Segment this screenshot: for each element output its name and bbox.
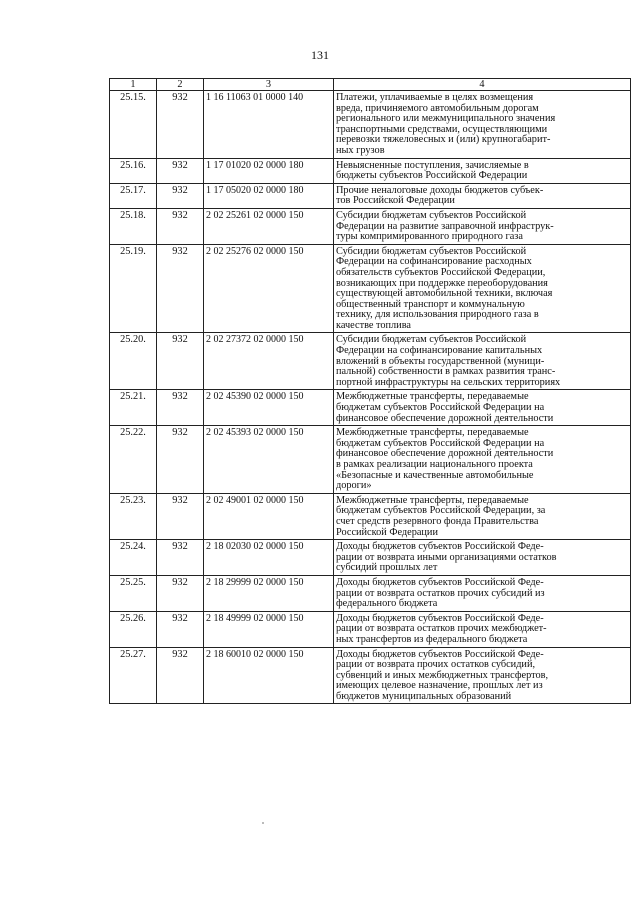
- revenue-name-line: Федерации на софинансирование расходных: [336, 256, 532, 268]
- row-number-cell: 25.23.: [110, 493, 157, 539]
- table-row: [110, 540, 631, 576]
- table-row: [110, 390, 631, 426]
- revenue-name-cell: [334, 208, 631, 244]
- revenue-name-line: ных трансфертов из федерального бюджета: [336, 633, 528, 645]
- table-header-row: [110, 79, 631, 91]
- revenue-name-line: Субсидии бюджетам субъектов Российской: [336, 209, 527, 221]
- administrator-code-cell: 932: [157, 390, 204, 426]
- revenue-name-line: Федерации на софинансирование капитальных: [336, 345, 543, 357]
- revenue-name-line: обязательств субъектов Российской Федерации,: [336, 266, 546, 278]
- revenue-name-line: Невыясненные поступления, зачисляемые в: [336, 159, 529, 171]
- table-row: [110, 575, 631, 611]
- revenue-name-line: Межбюджетные трансферты, передаваемые: [336, 494, 529, 506]
- budget-code-cell: 2 02 27372 02 0000 150: [204, 333, 334, 390]
- revenue-name-cell: [334, 91, 631, 159]
- table-row: [110, 611, 631, 647]
- row-number-cell: 25.25.: [110, 575, 157, 611]
- table-row: [110, 183, 631, 208]
- column-header-number: 1: [110, 79, 157, 91]
- budget-code-cell: 1 17 05020 02 0000 180: [204, 183, 334, 208]
- row-number-cell: 25.16.: [110, 158, 157, 183]
- row-number-cell: 25.21.: [110, 390, 157, 426]
- revenue-name-line: Прочие неналоговые доходы бюджетов субъек-: [336, 184, 544, 196]
- revenue-name-line: бюджетов муниципальных образований: [336, 690, 512, 702]
- revenue-name-line: Субсидии бюджетам субъектов Российской: [336, 334, 527, 346]
- revenue-name-line: Российской Федерации: [336, 526, 438, 538]
- revenue-name-cell: [334, 158, 631, 183]
- revenue-name-line: тов Российской Федерации: [336, 195, 455, 207]
- revenue-name-line: технику, для использования природного газа в: [336, 309, 539, 321]
- revenue-name-line: рации от возврата прочих остатков субсидий,: [336, 659, 536, 671]
- budget-code-cell: 2 02 25261 02 0000 150: [204, 208, 334, 244]
- administrator-code-cell: 932: [157, 208, 204, 244]
- revenue-name-cell: [334, 611, 631, 647]
- table-row: [110, 333, 631, 390]
- revenue-name-line: Межбюджетные трансферты, передаваемые: [336, 427, 529, 439]
- budget-code-cell: 2 18 02030 02 0000 150: [204, 540, 334, 576]
- budget-code-cell: 2 02 45390 02 0000 150: [204, 390, 334, 426]
- administrator-code-cell: 932: [157, 426, 204, 494]
- revenue-name-line: Доходы бюджетов субъектов Российской Феде-: [336, 576, 544, 588]
- budget-code-cell: 2 18 29999 02 0000 150: [204, 575, 334, 611]
- revenue-name-line: бюджетам субъектов Российской Федерации на: [336, 437, 545, 449]
- revenue-name-line: Доходы бюджетов субъектов Российской Феде-: [336, 541, 544, 553]
- row-number-cell: 25.26.: [110, 611, 157, 647]
- revenue-name-line: субвенций и иных межбюджетных трансфертов,: [336, 669, 549, 681]
- row-number-cell: 25.17.: [110, 183, 157, 208]
- revenue-name-line: дороги»: [336, 480, 372, 492]
- row-number-cell: 25.15.: [110, 91, 157, 159]
- revenue-name-line: Федерации на развитие заправочной инфраструк-: [336, 220, 554, 232]
- revenue-name-cell: [334, 390, 631, 426]
- revenue-name-line: имеющих целевое назначение, прошлых лет из: [336, 680, 543, 692]
- budget-code-cell: 2 02 49001 02 0000 150: [204, 493, 334, 539]
- revenue-name-line: в рамках реализации национального проекта: [336, 459, 533, 470]
- administrator-code-cell: 932: [157, 575, 204, 611]
- budget-code-cell: 1 17 01020 02 0000 180: [204, 158, 334, 183]
- revenue-name-line: субсидий прошлых лет: [336, 562, 438, 574]
- budget-code-cell: 2 18 49999 02 0000 150: [204, 611, 334, 647]
- table-row: [110, 208, 631, 244]
- revenue-name-line: бюджеты субъектов Российской Федерации: [336, 170, 528, 182]
- column-header-administrator: 2: [157, 79, 204, 91]
- revenue-name-line: возникающих при поддержке переоборудования: [336, 277, 548, 289]
- revenue-name-line: туры компримированного природного газа: [336, 231, 523, 243]
- row-number-cell: 25.18.: [110, 208, 157, 244]
- revenue-name-line: вложений в объекты государственной (муници-: [336, 355, 545, 367]
- revenue-name-line: бюджетам субъектов Российской Федерации, за: [336, 505, 546, 517]
- table-row: [110, 158, 631, 183]
- revenue-name-line: вреда, причиняемого автомобильным дорогам: [336, 102, 539, 114]
- revenue-name-line: транспортными средствами, осуществляющими: [336, 123, 548, 135]
- row-number-cell: 25.27.: [110, 647, 157, 704]
- revenue-name-cell: [334, 183, 631, 208]
- budget-code-cell: 2 18 60010 02 0000 150: [204, 647, 334, 704]
- revenue-name-line: рации от возврата остатков прочих межбюджет-: [336, 623, 547, 635]
- column-header-code: 3: [204, 79, 334, 91]
- table-row: [110, 91, 631, 159]
- revenue-name-line: перевозки тяжеловесных и (или) крупногабарит-: [336, 134, 551, 146]
- column-header-name: 4: [334, 79, 631, 91]
- table-row: [110, 493, 631, 539]
- revenue-name-line: ных грузов: [336, 144, 385, 156]
- budget-classification-table: [109, 78, 631, 704]
- administrator-code-cell: 932: [157, 333, 204, 390]
- administrator-code-cell: 932: [157, 611, 204, 647]
- revenue-name-line: рации от возврата иными организациями остатков: [336, 551, 557, 563]
- administrator-code-cell: 932: [157, 647, 204, 704]
- administrator-code-cell: 932: [157, 158, 204, 183]
- row-number-cell: 25.20.: [110, 333, 157, 390]
- scan-artifact: [262, 822, 264, 824]
- budget-code-cell: 2 02 25276 02 0000 150: [204, 244, 334, 333]
- revenue-name-line: счет средств резервного фонда Правительства: [336, 515, 539, 527]
- revenue-name-cell: [334, 244, 631, 333]
- page-number: 131: [311, 48, 329, 62]
- revenue-name-line: существующей автомобильной техники, включая: [336, 288, 553, 300]
- revenue-name-cell: [334, 647, 631, 704]
- revenue-name-cell: [334, 540, 631, 576]
- table-row: [110, 244, 631, 333]
- table-body: [110, 91, 631, 704]
- revenue-name-line: «Безопасные и качественные автомобильные: [336, 469, 534, 481]
- revenue-name-cell: [334, 426, 631, 494]
- revenue-name-cell: [334, 333, 631, 390]
- administrator-code-cell: 932: [157, 493, 204, 539]
- revenue-name-line: качестве топлива: [336, 319, 411, 331]
- revenue-name-line: общественный транспорт и коммунальную: [336, 298, 525, 310]
- budget-code-cell: 1 16 11063 01 0000 140: [204, 91, 334, 159]
- administrator-code-cell: 932: [157, 183, 204, 208]
- revenue-name-line: пальной) собственности в рамках развития транс-: [336, 366, 556, 378]
- administrator-code-cell: 932: [157, 244, 204, 333]
- revenue-name-line: Доходы бюджетов субъектов Российской Феде-: [336, 612, 544, 624]
- revenue-name-line: портной инфраструктуры на сельских территориях: [336, 376, 561, 388]
- administrator-code-cell: 932: [157, 540, 204, 576]
- revenue-name-line: финансовое обеспечение дорожной деятельности: [336, 412, 554, 424]
- row-number-cell: 25.22.: [110, 426, 157, 494]
- revenue-name-cell: [334, 493, 631, 539]
- revenue-name-line: федерального бюджета: [336, 598, 438, 610]
- row-number-cell: 25.24.: [110, 540, 157, 576]
- revenue-name-cell: [334, 575, 631, 611]
- row-number-cell: 25.19.: [110, 244, 157, 333]
- revenue-name-line: Межбюджетные трансферты, передаваемые: [336, 391, 529, 403]
- table-row: [110, 426, 631, 494]
- budget-code-cell: 2 02 45393 02 0000 150: [204, 426, 334, 494]
- revenue-name-line: регионального или межмуниципального значения: [336, 113, 556, 125]
- revenue-name-line: Платежи, уплачиваемые в целях возмещения: [336, 92, 534, 103]
- revenue-name-line: финансовое обеспечение дорожной деятельности: [336, 448, 554, 460]
- revenue-name-line: Субсидии бюджетам субъектов Российской: [336, 245, 527, 257]
- administrator-code-cell: 932: [157, 91, 204, 159]
- revenue-name-line: Доходы бюджетов субъектов Российской Феде-: [336, 648, 544, 660]
- revenue-name-line: рации от возврата остатков прочих субсидий из: [336, 587, 545, 599]
- revenue-name-line: бюджетам субъектов Российской Федерации на: [336, 402, 545, 414]
- table-row: [110, 647, 631, 704]
